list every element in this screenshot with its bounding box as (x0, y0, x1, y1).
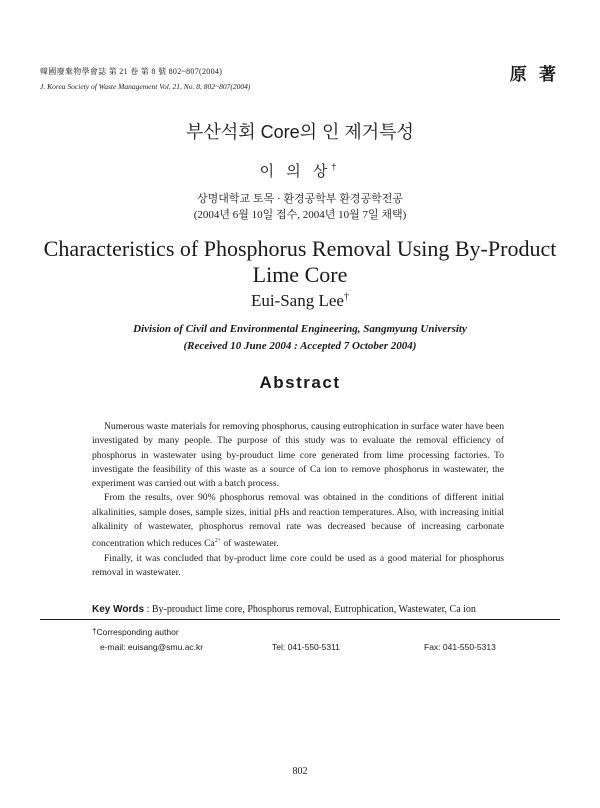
abstract-paragraph-1: Numerous waste materials for removing phosphorus, causing eutrophication in surface water have been investigated by many people. The purpose of this study was to evaluate the removal efficiency of phosphorus in wastewater using by-prouduct lime core generated from lime processing factories. To investigate the feasibility of this waste as a source of Ca ion to remove phosphorus in wastewater, the experiment was carried out with a batch process. (92, 421, 504, 490)
journal-header-korean: 韓國廢棄物學會誌 第 21 卷 第 8 號 802~807(2004) (40, 67, 223, 76)
author-fax: Fax: 041-550-5313 (424, 642, 496, 652)
abstract-paragraph-2 (92, 491, 504, 551)
footnote-divider (40, 619, 560, 620)
english-affiliation: Division of Civil and Environmental Engineering, Sangmyung University (133, 323, 467, 335)
article-type-label: 原 著 (509, 65, 560, 84)
footnote-mark: † (92, 627, 97, 636)
abstract-paragraph-3: Finally, it was concluded that by-product lime core could be used as a good material for phosphorus removal in wastewater. (92, 552, 504, 579)
journal-header-english: J. Korea Society of Waste Management Vol. 21, No. 8, 802~807(2004) (40, 82, 251, 91)
english-author-mark: † (343, 291, 350, 303)
english-title: Characteristics of Phosphorus Removal Using By-Product Lime Core (43, 236, 557, 287)
english-author-name: Eui-Sang Lee (250, 291, 344, 310)
korean-author-mark: † (331, 162, 341, 172)
english-received-date: (Received 10 June 2004 : Accepted 7 October 2004) (183, 340, 417, 352)
keywords-text: : By-prouduct lime core, Phosphorus removal, Eutrophication, Wastewater, Ca ion (146, 604, 476, 615)
page-number: 802 (292, 766, 308, 777)
korean-author-name: 이 의 상 (259, 163, 332, 180)
english-author (0, 291, 600, 311)
abstract-paragraph-2-text: From the results, over 90% phosphorus removal was obtained in the conditions of different initial alkalinities, sample doses, sample sizes, initial pHs and reaction temperatures. Also, with increasing initial alkalinity of wastewater, phosphorus removal rate was decreased because of increasing carbonate concentration which reduces Ca (92, 492, 504, 550)
korean-received-date: (2004년 6월 10일 접수, 2004년 10월 7일 채택) (193, 209, 407, 221)
abstract-paragraph-2-end: of wastewater. (220, 538, 279, 550)
corresponding-author-label: Corresponding author (96, 627, 179, 637)
korean-affiliation: 상명대학교 토목 · 환경공학부 환경공학전공 (197, 193, 403, 205)
calcium-ion-charge: 2+ (214, 538, 221, 545)
abstract-heading: Abstract (259, 373, 341, 392)
keywords (92, 604, 562, 615)
korean-title: 부산석회 Core의 인 제거특성 (186, 122, 414, 142)
abstract-body (92, 420, 504, 580)
corresponding-author (92, 627, 179, 637)
keywords-label: Key Words (92, 604, 145, 615)
author-tel: Tel: 041-550-5311 (272, 642, 340, 652)
korean-author (0, 160, 600, 181)
author-email: e-mail: euisang@smu.ac.kr (100, 642, 204, 652)
